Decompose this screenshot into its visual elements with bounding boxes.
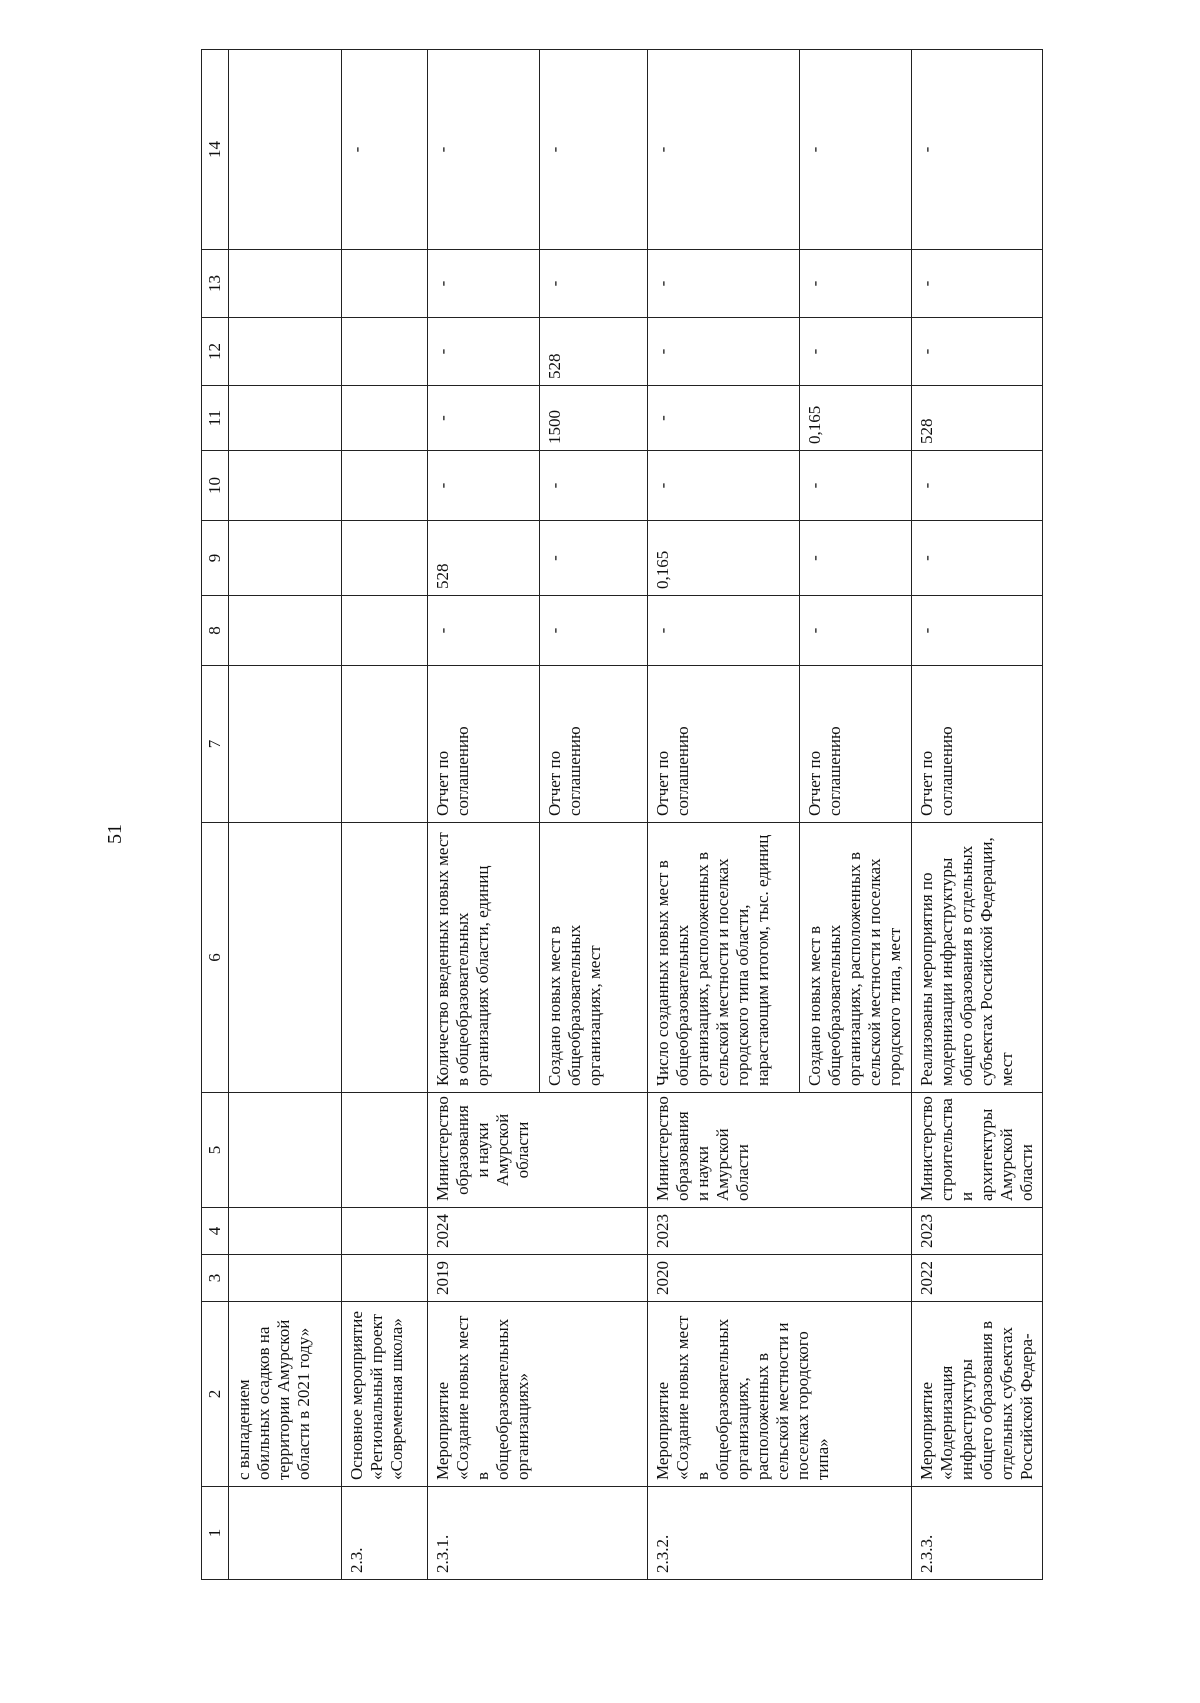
table-row [229, 50, 342, 1580]
cell-value: - [912, 451, 1043, 521]
header-cell: 5 [202, 1093, 229, 1208]
cell-year-start: 2022 [912, 1255, 1043, 1302]
cell-empty [229, 50, 342, 250]
cell-empty [342, 386, 428, 451]
cell-name: Мероприятие «Модернизация инфраструктуры общего образования в отдельных субъектах Российской Федера- [912, 1302, 1043, 1487]
cell-name: Основное мероприятие «Региональный проект «Современная школа» [342, 1302, 428, 1487]
cell-value: - [912, 250, 1043, 318]
cell-empty [229, 596, 342, 666]
cell-value: - [342, 50, 428, 250]
cell-value: - [540, 451, 648, 521]
cell-name: Мероприятие «Создание новых мест в общеобразовательных организациях» [428, 1302, 648, 1487]
cell-value: - [428, 451, 540, 521]
header-cell: 2 [202, 1302, 229, 1487]
cell-value: 0,165 [800, 386, 912, 451]
cell-value: - [800, 451, 912, 521]
cell-empty [229, 666, 342, 823]
cell-value: - [800, 596, 912, 666]
cell-number: 2.3.2. [648, 1487, 912, 1580]
cell-value: - [540, 250, 648, 318]
header-cell: 1 [202, 1487, 229, 1580]
cell-empty [229, 521, 342, 596]
cell-empty [342, 823, 428, 1093]
cell-year-end: 2023 [912, 1208, 1043, 1255]
cell-source: Отчет по соглашению [648, 666, 800, 823]
cell-value: - [800, 250, 912, 318]
cell-year-end: 2023 [648, 1208, 912, 1255]
cell-source: Отчет по соглашению [800, 666, 912, 823]
cell-empty [229, 318, 342, 386]
cell-source: Отчет по соглашению [912, 666, 1043, 823]
cell-indicator: Создано новых мест в общеобразовательных организациях, расположенных в сельской местности и поселках городского типа, мест [800, 823, 912, 1093]
cell-empty [229, 1093, 342, 1208]
cell-value: - [428, 386, 540, 451]
page-number: 51 [104, 824, 126, 844]
cell-value: - [428, 50, 540, 250]
cell-value: - [540, 596, 648, 666]
cell-number: 2.3. [342, 1487, 428, 1580]
cell-value: - [648, 451, 800, 521]
cell-indicator: Создано новых мест в общеобразовательных организациях, мест [540, 823, 648, 1093]
header-cell: 11 [202, 386, 229, 451]
header-cell: 6 [202, 823, 229, 1093]
cell-year-start: 2020 [648, 1255, 912, 1302]
cell-value: - [912, 521, 1043, 596]
header-cell: 9 [202, 521, 229, 596]
cell-empty [342, 451, 428, 521]
table-row [428, 50, 540, 1580]
table-row [342, 50, 428, 1580]
header-cell: 13 [202, 250, 229, 318]
cell-number [229, 1487, 342, 1580]
cell-empty [342, 596, 428, 666]
cell-empty [342, 250, 428, 318]
cell-value: 528 [428, 521, 540, 596]
cell-indicator: Реализованы мероприятия по модернизации инфраструктуры общего образования в отдельных субъектах Российской Федерации, мест [912, 823, 1043, 1093]
cell-executor: Министерство образования и науки Амурской области [428, 1093, 648, 1208]
cell-empty [342, 666, 428, 823]
cell-indicator: Количество введенных новых мест в общеобразовательных организациях области, единиц [428, 823, 540, 1093]
cell-value: 1500 [540, 386, 648, 451]
cell-indicator: Число созданных новых мест в общеобразовательных организациях, расположенных в сельской местности и поселках городского типа области, нарастающим итогом, тыс. единиц [648, 823, 800, 1093]
table-row [648, 50, 800, 1580]
cell-name: Мероприятие «Создание новых мест в общеобразовательных организациях, расположенных в сельской местности и поселках городского типа» [648, 1302, 912, 1487]
header-cell: 12 [202, 318, 229, 386]
cell-empty [229, 386, 342, 451]
cell-value: - [648, 386, 800, 451]
cell-empty [229, 1255, 342, 1302]
header-cell: 10 [202, 451, 229, 521]
cell-empty [342, 1255, 428, 1302]
cell-value: - [800, 50, 912, 250]
cell-year-end: 2024 [428, 1208, 648, 1255]
cell-value: - [912, 318, 1043, 386]
cell-value: 528 [912, 386, 1043, 451]
header-cell: 3 [202, 1255, 229, 1302]
cell-number: 2.3.1. [428, 1487, 648, 1580]
cell-value: - [428, 596, 540, 666]
cell-empty [229, 451, 342, 521]
header-row [202, 50, 229, 1580]
cell-empty [342, 1208, 428, 1255]
cell-source: Отчет по соглашению [540, 666, 648, 823]
header-cell: 14 [202, 50, 229, 250]
cell-value: - [428, 318, 540, 386]
cell-empty [229, 823, 342, 1093]
cell-executor: Министерство образования и науки Амурской области [648, 1093, 912, 1208]
table-row [912, 50, 1043, 1580]
cell-name: с выпадением обильных осадков на территории Амурской области в 2021 году» [229, 1302, 342, 1487]
cell-empty [342, 318, 428, 386]
cell-value: - [800, 521, 912, 596]
header-cell: 4 [202, 1208, 229, 1255]
cell-empty [229, 1208, 342, 1255]
cell-value: - [912, 50, 1043, 250]
cell-value: - [648, 50, 800, 250]
cell-year-start: 2019 [428, 1255, 648, 1302]
cell-value: 0,165 [648, 521, 800, 596]
cell-empty [229, 250, 342, 318]
cell-empty [342, 521, 428, 596]
cell-executor: Министерство строительства и архитектуры Амурской области [912, 1093, 1043, 1208]
cell-value: - [540, 521, 648, 596]
cell-value: - [428, 250, 540, 318]
cell-source: Отчет по соглашению [428, 666, 540, 823]
header-cell: 8 [202, 596, 229, 666]
cell-number: 2.3.3. [912, 1487, 1043, 1580]
cell-value: - [648, 318, 800, 386]
cell-value: 528 [540, 318, 648, 386]
header-cell: 7 [202, 666, 229, 823]
cell-value: - [800, 318, 912, 386]
cell-value: - [648, 596, 800, 666]
cell-value: - [912, 596, 1043, 666]
rotated-table-container [201, 50, 1101, 1580]
program-measures-table [201, 49, 1043, 1580]
cell-value: - [540, 50, 648, 250]
cell-empty [342, 1093, 428, 1208]
cell-value: - [648, 250, 800, 318]
